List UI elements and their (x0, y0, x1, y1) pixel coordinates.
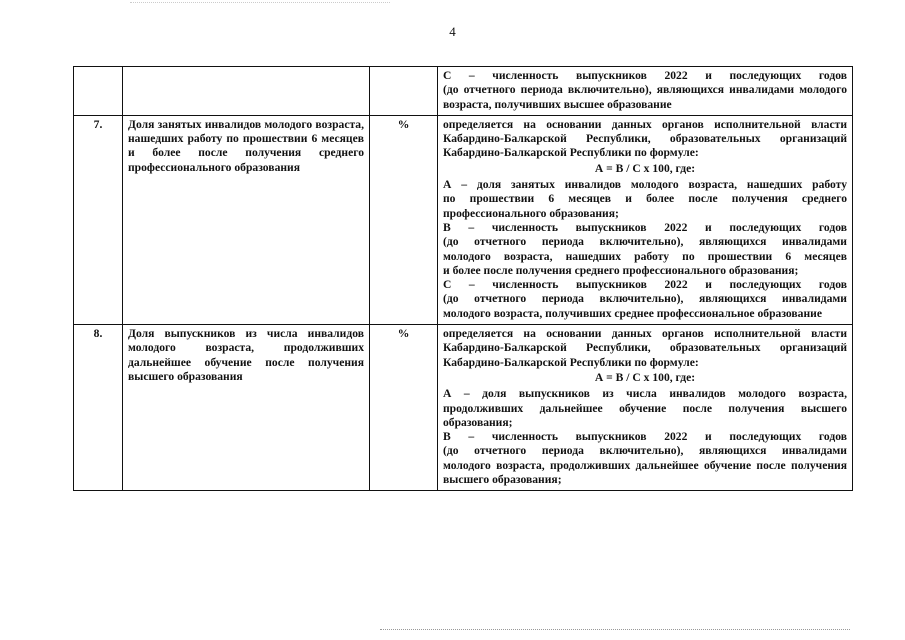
page-number: 4 (449, 24, 456, 39)
method-line: Кабардино-Балкарской Республики по формуле: (443, 355, 699, 369)
indicator-name-cell: Доля занятых инвалидов молодого возраста, нашедших работу по прошествии 6 месяцев и более после получения среднего профессионального образования (123, 115, 370, 324)
unit-cell (370, 67, 438, 116)
row-number-cell (74, 67, 123, 116)
formula: А = В / С х 100, где: (594, 370, 696, 384)
method-line: (до отчетного периода включительно), являющихся инвалидами (443, 235, 847, 249)
method-cell (438, 325, 853, 491)
table-row (74, 325, 853, 491)
indicator-name-cell (123, 67, 370, 116)
method-line: В – численность выпускников 2022 и последующих годов (443, 220, 847, 234)
method-cell (438, 115, 853, 324)
method-line: Кабардино-Балкарской Республики, образовательных организаций (443, 132, 847, 146)
method-line: С – численность выпускников 2022 и последующих годов (443, 69, 847, 82)
method-line: образования; (443, 415, 513, 429)
row-number-cell: 7. (74, 115, 123, 324)
table-row (74, 115, 853, 324)
method-line: молодого возраста, продолживших дальнейшее обучение после получения (443, 458, 847, 472)
row-number-cell: 8. (74, 325, 123, 491)
method-line: (до отчетного периода включительно), являющихся инвалидами молодого (443, 83, 847, 97)
method-line: возраста, получивших высшее образование (443, 97, 672, 111)
formula: А = В / С х 100, где: (594, 161, 696, 175)
unit-cell: % (370, 115, 438, 324)
method-line: профессионального образования; (443, 206, 619, 220)
scan-artifact-bottom (380, 629, 850, 632)
method-line: определяется на основании данных органов исполнительной власти (443, 327, 847, 341)
indicators-table (73, 66, 853, 491)
method-line: В – численность выпускников 2022 и последующих годов (443, 430, 847, 444)
unit-cell: % (370, 325, 438, 491)
method-line: определяется на основании данных органов исполнительной власти (443, 117, 847, 131)
method-line: продолживших дальнейшее обучение после получения высшего (443, 401, 847, 415)
method-line: (до отчетного периода включительно), являющихся инвалидами (443, 292, 847, 306)
indicator-name-cell: Доля выпускников из числа инвалидов молодого возраста, продолживших дальнейшее обучение после получения высшего образования (123, 325, 370, 491)
method-line: С – численность выпускников 2022 и последующих годов (443, 278, 847, 292)
method-line: молодого возраста, получивших среднее профессиональное образование (443, 306, 822, 320)
method-line: А – доля занятых инвалидов молодого возраста, нашедших работу (443, 178, 847, 192)
method-line: высшего образования; (443, 473, 562, 487)
method-cell (438, 67, 853, 116)
method-line: А – доля выпускников из числа инвалидов молодого возраста, (443, 387, 847, 401)
method-line: Кабардино-Балкарской Республики по формуле: (443, 146, 699, 160)
method-line: (до отчетного периода включительно), являющихся инвалидами (443, 444, 847, 458)
method-line: по прошествии 6 месяцев и более после получения среднего (443, 192, 847, 206)
scan-artifact-top (130, 2, 390, 4)
method-line: и более после получения среднего профессионального образования; (443, 263, 799, 277)
table-row (74, 67, 853, 116)
method-line: молодого возраста, нашедших работу по прошествии 6 месяцев (443, 249, 847, 263)
method-line: Кабардино-Балкарской Республики, образовательных организаций (443, 341, 847, 355)
